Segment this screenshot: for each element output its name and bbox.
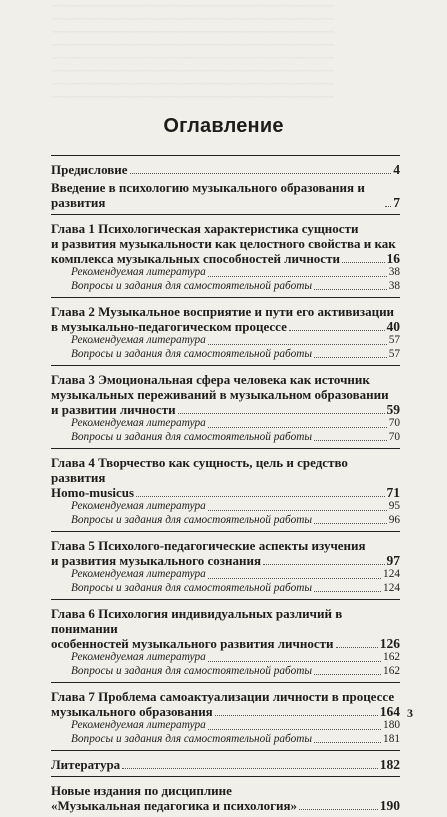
table-of-contents [51, 151, 400, 817]
subentry-title: Вопросы и задания для самостоятельной работы [71, 279, 313, 292]
leader-dots [208, 729, 381, 730]
toc-chapter-7[interactable] [51, 689, 400, 746]
leader-dots [208, 427, 387, 428]
toc-subentry[interactable] [51, 417, 400, 431]
chapter-title-line: Глава 4 Творчество как сущность, цель и средство развития [51, 455, 348, 485]
leader-dots [130, 173, 392, 174]
toc-subentry[interactable] [51, 348, 400, 362]
chapter-page: 126 [379, 636, 400, 651]
subentry-page: 57 [388, 334, 400, 346]
subentry-page: 162 [383, 651, 400, 663]
subentry-page: 162 [383, 664, 400, 677]
toc-subentry[interactable] [51, 651, 400, 665]
leader-dots [314, 591, 381, 592]
toc-chapter-6[interactable] [51, 606, 400, 678]
leader-dots [336, 647, 378, 648]
subentry-title: Вопросы и задания для самостоятельной работы [71, 581, 313, 594]
subentry-page: 181 [383, 732, 400, 745]
divider [51, 599, 400, 600]
toc-entry-literature[interactable] [51, 757, 400, 772]
toc-subentry[interactable] [51, 733, 400, 747]
toc-subentry[interactable] [51, 582, 400, 596]
leader-dots [299, 809, 378, 810]
toc-entry-title: Литература [51, 757, 121, 772]
toc-chapter-4[interactable] [51, 455, 400, 527]
toc-entry-new-editions[interactable] [51, 783, 400, 813]
divider [51, 214, 400, 215]
leader-dots [314, 523, 387, 524]
toc-chapter-5[interactable] [51, 538, 400, 595]
subentry-title: Вопросы и задания для самостоятельной работы [71, 664, 313, 677]
divider [51, 531, 400, 532]
entry-title-line: «Музыкальная педагогика и психология» [51, 798, 298, 813]
subentry-page: 38 [388, 266, 400, 278]
toc-subentry[interactable] [51, 568, 400, 582]
chapter-page: 97 [386, 553, 400, 568]
subentry-page: 38 [388, 279, 400, 292]
subentry-page: 180 [383, 719, 400, 731]
chapter-title-line: особенностей музыкального развития личности [51, 636, 334, 651]
chapter-title-line: Глава 7 Проблема самоактуализации личности в процессе [51, 689, 395, 704]
toc-entry-page: 190 [379, 798, 400, 813]
toc-entry-title: Предисловие [51, 162, 128, 177]
leader-dots [215, 715, 378, 716]
leader-dots [122, 768, 378, 769]
toc-entry-page: 7 [393, 195, 400, 210]
chapter-title-line: в музыкально-педагогическом процессе [51, 319, 287, 334]
chapter-title-line: и развития музыкальности как целостного свойства и как [51, 236, 396, 251]
toc-subentry[interactable] [51, 266, 400, 280]
subentry-title: Рекомендуемая литература [71, 719, 206, 731]
chapter-title-line: Глава 2 Музыкальное восприятие и пути его активизации [51, 304, 395, 319]
chapter-title-line: музыкальных переживаний в музыкальном образовании [51, 387, 389, 402]
leader-dots [208, 510, 387, 511]
chapter-page: 71 [386, 485, 400, 500]
chapter-title-line: и развитии личности [51, 402, 176, 417]
chapter-page: 16 [386, 251, 400, 266]
leader-dots [385, 206, 391, 207]
toc-subentry[interactable] [51, 334, 400, 348]
chapter-title-line: Глава 1 Психологическая характеристика сущности [51, 221, 359, 236]
page-number: 3 [407, 706, 413, 720]
toc-chapter-2[interactable] [51, 304, 400, 361]
leader-dots [208, 276, 387, 277]
subentry-page: 70 [388, 430, 400, 443]
divider [51, 682, 400, 683]
bleed-through-text: ~~~~~~~~~~~~~~~~~~~~~~~~~~~~~~~~~~~~~~~~~~~~~~~~~~~~~~~~~~ ~~~~~~~~~~~~~~~~~~~~~~~~~~~~~~~~~~~~~~~~~~~~~~~~~~~~~~~~~~ ~~~~~~~~~~~~~~~~~~~~~~~~~~~~~~~~~~~~~~~~~~~~~~~~~~~~~~~~~~ ~~~~~~~~~~~~~~~~~~~~~~~~~~~~~~~~~~~~~~~~~~~~~~~~~~~~~~~~~~ ~~~~~~~~~~~~~~~~~~~~~~~~~~~~~~~~~~~~~~~~~~~~~~~~~~~~~~~~~~ ~~~~~~~~~~~~~~~~~~~~~~~~~~~~~~~~~~~~~~~~~~~~~~~~~~~~~~~~~~ ~~~~~~~~~~~~~~~~~~~~~~~~~~~~~~~~~~~~~~~~~~~~~~~~~~~~~~~~~~ ~~~~~~~~~~~~~~~~~~~~~~~~~~~~~~~~~~~~~~~~~~~~~~~~~~~~~~~~~~ [52, 1, 335, 102]
subentry-title: Рекомендуемая литература [71, 568, 206, 580]
chapter-title-line: Глава 6 Психология индивидуальных различий в понимании [51, 606, 343, 636]
divider [51, 750, 400, 751]
toc-chapter-3[interactable] [51, 372, 400, 444]
leader-dots [314, 440, 387, 441]
subentry-page: 124 [383, 581, 400, 594]
page-title: Оглавление [163, 115, 284, 137]
chapter-title-line: музыкального образования [51, 704, 213, 719]
leader-dots [289, 330, 385, 331]
chapter-title-line: Homo-musicus [51, 485, 135, 500]
subentry-title: Рекомендуемая литература [71, 417, 206, 429]
chapter-page: 59 [386, 402, 400, 417]
toc-subentry[interactable] [51, 500, 400, 514]
divider [51, 776, 400, 777]
toc-entry-preface[interactable] [51, 162, 400, 177]
divider [51, 365, 400, 366]
leader-dots [314, 357, 387, 358]
leader-dots [314, 289, 387, 290]
leader-dots [263, 564, 385, 565]
divider [51, 155, 400, 156]
divider [51, 448, 400, 449]
subentry-title: Рекомендуемая литература [71, 334, 206, 346]
leader-dots [208, 578, 381, 579]
divider [51, 297, 400, 298]
toc-subentry[interactable] [51, 514, 400, 528]
toc-subentry[interactable] [51, 431, 400, 445]
entry-title-line: Новые издания по дисциплине [51, 783, 232, 798]
subentry-title: Рекомендуемая литература [71, 500, 206, 512]
leader-dots [208, 661, 381, 662]
toc-entry-page: 4 [393, 162, 400, 177]
chapter-title-line: и развития музыкального сознания [51, 553, 261, 568]
leader-dots [178, 413, 385, 414]
subentry-page: 95 [388, 500, 400, 512]
toc-entry-title: Введение в психологию музыкального образования и развития [51, 180, 365, 210]
subentry-page: 124 [383, 568, 400, 580]
chapter-title-line: комплекса музыкальных способностей личности [51, 251, 340, 266]
chapter-page: 40 [386, 319, 400, 334]
leader-dots [342, 262, 385, 263]
toc-entry-introduction[interactable] [51, 180, 400, 210]
leader-dots [136, 496, 384, 497]
subentry-page: 96 [388, 513, 400, 526]
leader-dots [314, 674, 381, 675]
leader-dots [208, 344, 387, 345]
subentry-page: 70 [388, 417, 400, 429]
chapter-page: 164 [379, 704, 400, 719]
chapter-title-line: Глава 3 Эмоциональная сфера человека как источник [51, 372, 370, 387]
toc-subentry[interactable] [51, 719, 400, 733]
leader-dots [314, 742, 381, 743]
subentry-title: Вопросы и задания для самостоятельной работы [71, 430, 313, 443]
toc-entry-page: 182 [379, 757, 400, 772]
toc-subentry[interactable] [51, 280, 400, 294]
subentry-title: Вопросы и задания для самостоятельной работы [71, 347, 313, 360]
subentry-title: Вопросы и задания для самостоятельной работы [71, 732, 313, 745]
toc-subentry[interactable] [51, 665, 400, 679]
subentry-title: Рекомендуемая литература [71, 651, 206, 663]
subentry-title: Рекомендуемая литература [71, 266, 206, 278]
subentry-page: 57 [388, 347, 400, 360]
toc-chapter-1[interactable] [51, 221, 400, 293]
subentry-title: Вопросы и задания для самостоятельной работы [71, 513, 313, 526]
chapter-title-line: Глава 5 Психолого-педагогические аспекты изучения [51, 538, 366, 553]
